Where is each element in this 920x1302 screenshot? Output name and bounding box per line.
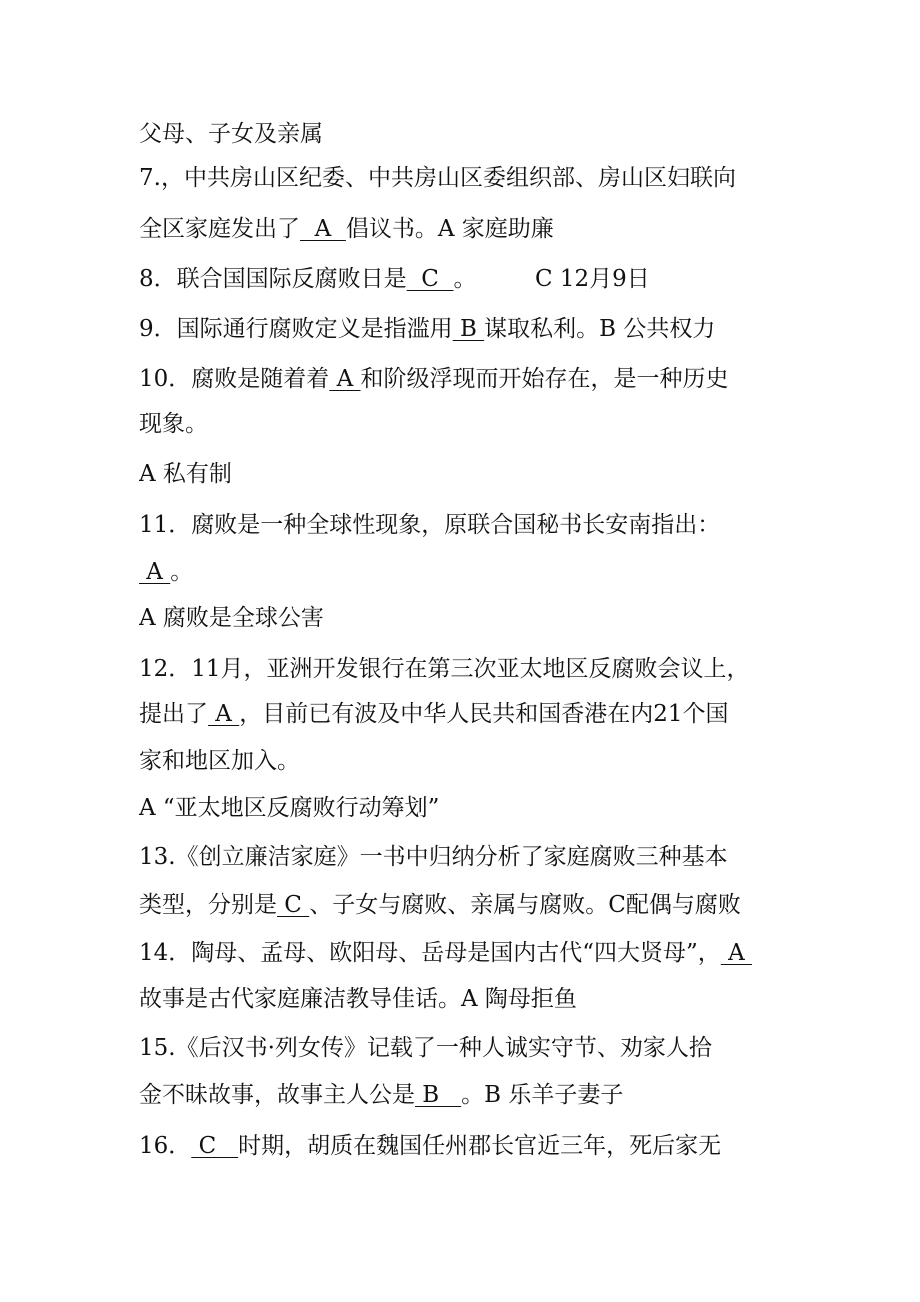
answer-blank: A — [720, 940, 753, 966]
text-line — [139, 692, 786, 736]
text-line — [139, 112, 786, 156]
text-line — [139, 647, 786, 691]
line-text: 提出了 — [139, 701, 208, 727]
answer-blank: A — [329, 366, 361, 392]
line-text: A 腐败是全球公害 — [139, 605, 324, 631]
answer-blank: A — [139, 559, 171, 585]
text-line — [139, 307, 786, 351]
line-text: 16． — [139, 1133, 192, 1159]
text-line — [139, 257, 786, 301]
text-line — [139, 402, 786, 446]
line-text: 类型，分别是 — [139, 892, 277, 918]
line-text: 15.《后汉书·列女传》记载了一种人诚实守节、劝家人拾 — [139, 1035, 712, 1061]
answer-blank: C — [277, 892, 310, 918]
text-line — [139, 931, 786, 975]
text-line — [139, 835, 786, 879]
line-text-after: 谋取私利。B 公共权力 — [484, 316, 716, 342]
text-line — [139, 1026, 786, 1070]
answer-blank: C — [406, 266, 454, 292]
line-text: 父母、子女及亲属 — [139, 121, 323, 147]
text-line — [139, 596, 786, 640]
line-text-after: 。B 乐羊子妻子 — [461, 1082, 624, 1108]
text-line — [139, 503, 786, 547]
text-line — [139, 207, 786, 251]
text-line — [139, 739, 786, 783]
line-text-after: 、子女与腐败、亲属与腐败。C配偶与腐败 — [309, 892, 741, 918]
line-text: 14．陶母、孟母、欧阳母、岳母是国内古代“四大贤母”， — [139, 940, 721, 966]
line-text-after: 和阶级浮现而开始存在，是一种历史 — [360, 366, 729, 392]
line-text-after: ，目前已有波及中华人民共和国香港在内21个国 — [239, 701, 729, 727]
line-text: 现象。 — [139, 411, 208, 437]
line-text: 9．国际通行腐败定义是指滥用 — [139, 316, 453, 342]
line-text: 家和地区加入。 — [139, 748, 300, 774]
line-text-after: 倡议书。A 家庭助廉 — [345, 216, 554, 242]
line-text: 11．腐败是一种全球性现象，原联合国秘书长安南指出： — [139, 512, 721, 538]
answer-blank: B — [452, 316, 485, 342]
line-text: 13.《创立廉洁家庭》一书中归纳分析了家庭腐败三种基本 — [139, 844, 728, 870]
answer-blank: B — [415, 1082, 462, 1108]
text-line — [139, 1124, 786, 1168]
text-line — [139, 452, 786, 496]
line-text-after: 。 — [170, 559, 194, 585]
line-text: 10．腐败是随着着 — [139, 366, 330, 392]
text-line — [139, 550, 786, 594]
line-text: A “亚太地区反腐败行动筹划” — [139, 795, 440, 821]
line-text: 全区家庭发出了 — [139, 216, 300, 242]
line-text: 金不昧故事，故事主人公是 — [139, 1082, 415, 1108]
line-text-after: 。 C 12月9日 — [453, 266, 650, 292]
answer-blank: C — [191, 1133, 239, 1159]
answer-blank: A — [208, 701, 240, 727]
text-line — [139, 156, 786, 200]
line-text: A 私有制 — [139, 461, 232, 487]
line-text: 故事是古代家庭廉洁教导佳话。A 陶母拒鱼 — [139, 986, 577, 1012]
text-line — [139, 1073, 786, 1117]
answer-blank: A — [300, 216, 346, 242]
line-text: 8．联合国国际反腐败日是 — [139, 266, 407, 292]
line-text-after: 时期，胡质在魏国任州郡长官近三年，死后家无 — [238, 1133, 722, 1159]
line-text: 7.，中共房山区纪委、中共房山区委组织部、房山区妇联向 — [139, 165, 736, 191]
text-line — [139, 357, 786, 401]
line-text: 12．11月，亚洲开发银行在第三次亚太地区反腐败会议上， — [139, 656, 750, 682]
text-line — [139, 883, 786, 927]
text-line — [139, 977, 786, 1021]
text-line — [139, 786, 786, 830]
